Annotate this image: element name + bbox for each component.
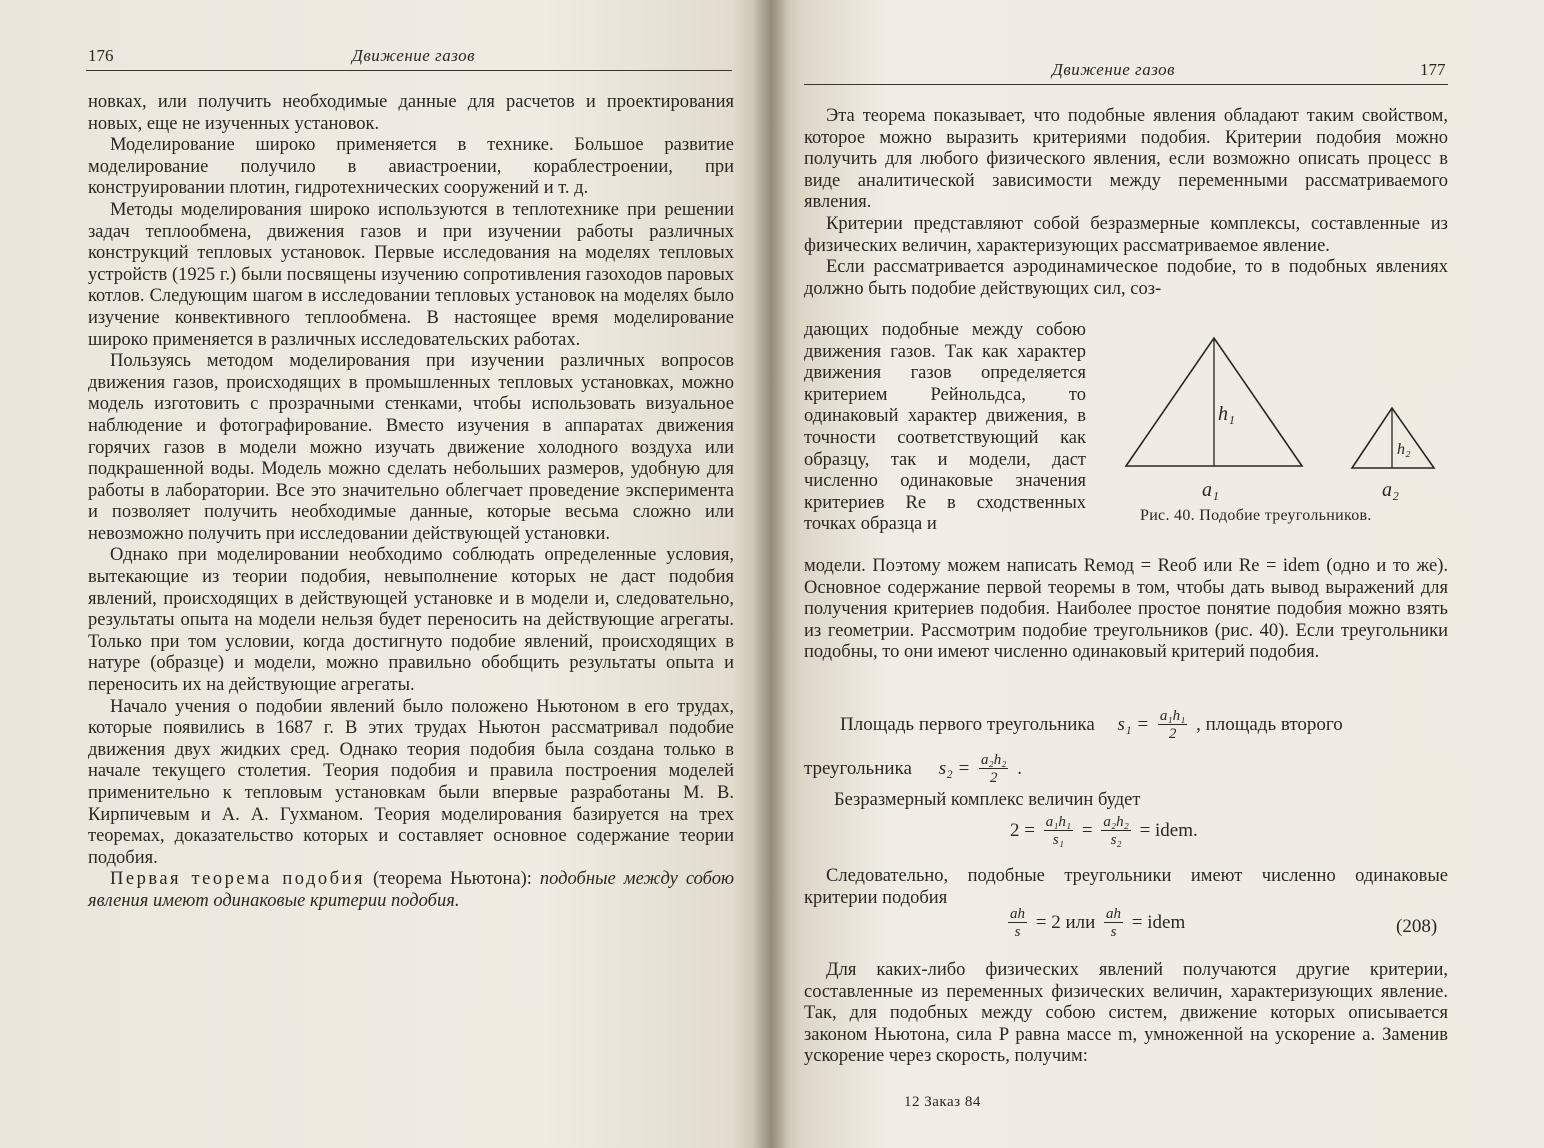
right-paragraph: Критерии представляют собой безразмерные комплексы, составленные из физических величин, характеризующих рассматриваемое явление. bbox=[804, 213, 1448, 256]
complex-fraction-2 bbox=[1101, 814, 1130, 849]
small-base-label: a₂ bbox=[1382, 479, 1399, 501]
small-triangle bbox=[1352, 408, 1434, 468]
theorem-paren: (теорема Ньютона): bbox=[364, 869, 540, 890]
theorem-text: подобные между собою явления имеют одинаковые критерии подобия. bbox=[88, 869, 734, 911]
complex-intro bbox=[834, 790, 1434, 812]
eq208-numerator-1: ah bbox=[1010, 906, 1025, 922]
equation-number: (208) bbox=[1396, 916, 1438, 937]
big-base-label: a₁ bbox=[1202, 479, 1219, 501]
area2-denominator: 2 bbox=[989, 770, 998, 786]
left-paragraph: новках, или получить необходимые данные для расчетов и проектирования новых, еще не изученных установок. bbox=[88, 92, 734, 134]
area1-after: , площадь второго bbox=[1196, 713, 1343, 735]
left-paragraph: Моделирование широко применяется в технике. Большое развитие моделирование получило в авиастроении, кораблестроении, при конструировании плотин, гидротехнических сооружений и т. д. bbox=[88, 135, 734, 199]
area1-lhs: s₁ = bbox=[1117, 713, 1150, 735]
complex-fraction-1 bbox=[1044, 814, 1073, 849]
book-gutter bbox=[752, 0, 788, 1148]
right-body-text-rest bbox=[804, 556, 1448, 664]
area1-text: Площадь первого треугольника bbox=[840, 713, 1095, 735]
right-paragraph-wrap: дающих подобные между собою движения газов. Так как характер движения газов определяется критерием Рейнольдса, то одинаковый характер движения, в точности соответствующий как образцу, так и модели, даст численно одинаковые значения критериев Re в сходственных точках образца и bbox=[804, 320, 1086, 535]
figure-40-triangles bbox=[1110, 330, 1450, 530]
small-height-label: h₂ bbox=[1397, 441, 1411, 458]
complex-denominator-2: s₂ bbox=[1110, 832, 1122, 848]
area1-denominator: 2 bbox=[1168, 726, 1177, 742]
area2-numerator: a₂h₂ bbox=[981, 752, 1007, 768]
area2-after: . bbox=[1017, 757, 1022, 779]
complex-numerator-1: a₁h₁ bbox=[1045, 814, 1072, 830]
complex-rhs: = idem. bbox=[1139, 819, 1198, 841]
right-paragraph: модели. Поэтому можем написать Reмод = Reоб или Re = idem (одно и то же). Основное содержание первой теоремы в том, чтобы дать вывод выражений для получения критериев подобия. Наиболее простое понятие подобия можно взять из геометрии. Рассмотрим подобие треугольников (рис. 40). Если треугольники подобны, то они имеют численно одинаковый критерий подобия. bbox=[804, 556, 1448, 663]
complex-numerator-2: a₂h₂ bbox=[1103, 814, 1129, 830]
complex-eq: = bbox=[1081, 819, 1093, 841]
area-formula-1 bbox=[840, 708, 1343, 743]
left-paragraph: Методы моделирования широко используются в теплотехнике при решении задач теплообмена, движения газов и при изучении работы различных конструкций тепловых установок. Первые исследования на моделях тепловых устройств (1925 г.) были посвящены изучению сопротивления газоходов паровых котлов. Следующим шагом в исследовании тепловых установок на моделях было изучение конвективного теплообмена. В настоящее время моделирование широко применяется в различных исследовательских работах. bbox=[88, 199, 734, 350]
left-header-rule bbox=[86, 70, 732, 71]
eq208-fraction-1 bbox=[1008, 906, 1027, 941]
complex-lhs: 2 = bbox=[1010, 819, 1035, 841]
complex-formula bbox=[1010, 814, 1198, 849]
area2-fraction bbox=[979, 752, 1008, 787]
final-block bbox=[804, 960, 1448, 1068]
theorem-paragraph bbox=[88, 869, 734, 912]
area-formula-2 bbox=[804, 752, 1022, 787]
area2-text: треугольника bbox=[804, 757, 912, 779]
final-paragraph: Для каких-либо физических явлений получаются другие критерии, составленные из переменных физических величин, характеризующих явление. Так, для подобных между собою систем, движение которых описывается законом Ньютона, сила P равна массе m, умноженной на ускорение a. Заменив ускорение через скорость, получим: bbox=[804, 960, 1448, 1067]
area1-numerator: a₁h₁ bbox=[1159, 708, 1186, 724]
conclusion-text: Следовательно, подобные треугольники имеют численно одинаковые критерии подобия bbox=[804, 866, 1448, 908]
right-running-title: Движение газов bbox=[1052, 60, 1175, 79]
left-body-text bbox=[88, 92, 734, 913]
eq208-denominator-2: s bbox=[1110, 924, 1117, 940]
left-paragraph: Пользуясь методом моделирования при изучении различных вопросов движения газов, происходящих в промышленных тепловых установках, можно модель изготовить с прозрачными стенками, чтобы использовать визуальное наблюдение и фотографирование. Вместо изучения в аппаратах движения горячих газов в модели можно изучать движение холодного воздуха или подкрашенной воды. Модель можно сделать небольших размеров, удобную для работы в лаборатории. Все это значительно облегчает проведение эксперимента и позволяет получить необходимые данные, которые весьма сложно или невозможно получить при исследовании действующей установки. bbox=[88, 351, 734, 544]
complex-denominator-1: s₁ bbox=[1052, 832, 1064, 848]
figure-caption: Рис. 40. Подобие треугольников. bbox=[1140, 507, 1372, 524]
theorem-label: Первая теорема подобия bbox=[110, 869, 365, 890]
right-header-rule bbox=[804, 84, 1448, 85]
area1-fraction bbox=[1158, 708, 1187, 743]
eq208-mid: = 2 или bbox=[1035, 911, 1096, 933]
big-height-label: h₁ bbox=[1218, 403, 1235, 425]
right-paragraph: Если рассматривается аэродинамическое подобие, то в подобных явлениях должно быть подобие действующих сил, соз- bbox=[804, 257, 1448, 299]
conclusion-block bbox=[804, 866, 1448, 909]
eq208-rhs: = idem bbox=[1131, 911, 1186, 933]
left-paragraph: Однако при моделировании необходимо соблюдать определенные условия, вытекающие из теории подобия, невыполнение которых не даст подобия явлений, происходящих в действующей установке и в модели и, следовательно, результаты опыта на модели нельзя будет переносить на действующие агрегаты. Только при том условии, когда достигнуто подобие явлений, происходящих в натуре (образце) и модели, можно правильно обобщить результаты опыта и переносить их на действующие агрегаты. bbox=[88, 545, 734, 696]
right-body-text-wrap bbox=[804, 320, 1086, 536]
eq208-denominator-1: s bbox=[1014, 924, 1021, 940]
left-page-number: 176 bbox=[88, 46, 114, 65]
left-paragraph: Начало учения о подобии явлений было положено Ньютоном в его трудах, которые появились в 1687 г. В этих трудах Ньютон рассматривал подобие движения двух жидких сред. Однако теория подобия была создана только в начале текущего столетия. Теория подобия и правила построения моделей применительно к тепловым установкам были впервые разработаны М. В. Кирпичевым и А. А. Гухманом. Теория моделирования базируется на трех теоремах, доказательство которых и составляет основное содержание теории подобия. bbox=[88, 696, 734, 868]
right-page-number: 177 bbox=[1420, 60, 1446, 79]
left-running-title: Движение газов bbox=[352, 46, 475, 65]
right-body-text-top bbox=[804, 106, 1448, 300]
eq208-fraction-2 bbox=[1104, 906, 1123, 941]
area2-lhs: s₂ = bbox=[938, 757, 971, 779]
equation-208 bbox=[1004, 906, 1185, 941]
signature-footer: 12 Заказ 84 bbox=[904, 1094, 981, 1110]
complex-text: Безразмерный комплекс величин будет bbox=[834, 790, 1141, 810]
eq208-numerator-2: ah bbox=[1106, 906, 1122, 922]
right-paragraph: Эта теорема показывает, что подобные явления обладают таким свойством, которое можно выразить критериями подобия. Критерии подобия можно получить для любого физического явления, если возможно описать процесс в виде аналитической зависимости между переменными рассматриваемого явления. bbox=[804, 106, 1448, 213]
